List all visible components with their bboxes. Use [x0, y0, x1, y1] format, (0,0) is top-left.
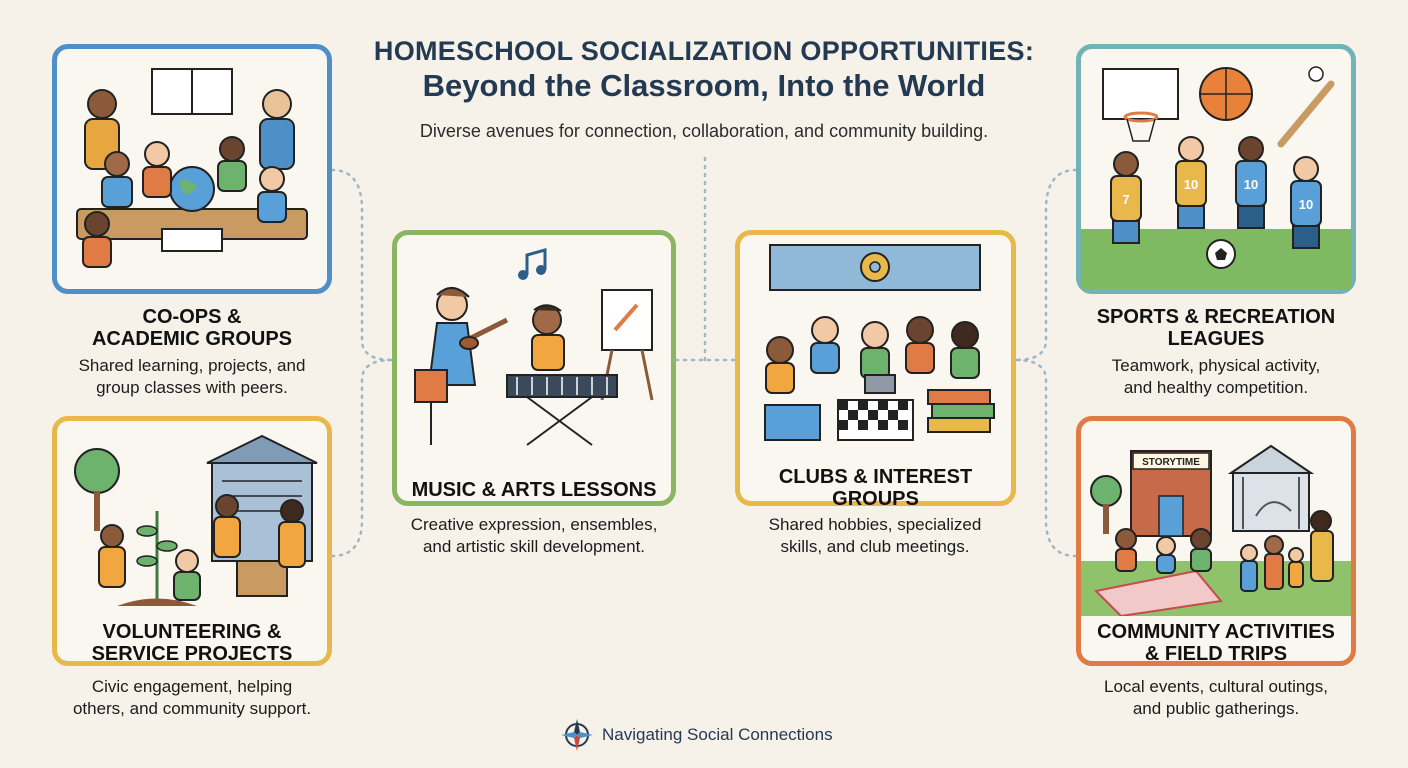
baseball-bat-icon [1281, 84, 1331, 144]
jersey-number: 10 [1183, 177, 1199, 192]
jersey-number: 7 [1122, 192, 1130, 207]
clubs-desc-line1: Shared hobbies, specialized [768, 515, 982, 534]
volunteering-desc-line1: Civic engagement, helping [91, 677, 293, 696]
coops-heading-line2: ACADEMIC GROUPS [91, 328, 292, 351]
volunteering-description [42, 676, 342, 720]
music-card [392, 230, 676, 506]
page-title [300, 36, 1108, 104]
music-stand-icon [415, 370, 447, 402]
clubs-heading [735, 466, 1016, 511]
community-description [1066, 676, 1366, 720]
volunteering-illustration [57, 421, 327, 611]
coops-desc-line2: group classes with peers. [96, 378, 288, 398]
sports-desc-line2: and healthy competition. [1123, 378, 1309, 398]
sports-description [1066, 355, 1366, 399]
coops-card [52, 44, 332, 294]
jersey-number: 10 [1298, 197, 1314, 212]
clubs-heading-line2: GROUPS [832, 488, 919, 511]
clubs-description [725, 514, 1025, 558]
coops-heading-line1: CO-OPS & [142, 306, 242, 328]
music-desc-line1: Creative expression, ensembles, [410, 515, 658, 534]
baseball-icon [1309, 67, 1323, 81]
footer [560, 718, 860, 752]
volunteering-desc-line2: others, and community support. [72, 699, 312, 719]
storytime-sign: STORYTIME [1142, 457, 1200, 468]
sports-desc-line1: Teamwork, physical activity, [1111, 356, 1321, 375]
music-description [384, 514, 684, 558]
community-desc-line1: Local events, cultural outings, [1104, 677, 1328, 696]
music-heading: MUSIC & ARTS LESSONS [411, 479, 657, 501]
compass-icon [560, 718, 594, 752]
basketball-hoop-icon [1103, 69, 1178, 119]
title-line-2: Beyond the Classroom, Into the World [422, 67, 986, 103]
footer-text: Navigating Social Connections [602, 725, 833, 744]
museum-icon [1231, 446, 1311, 473]
toolbox-icon [765, 405, 820, 440]
volunteering-heading-line1: VOLUNTEERING & [102, 621, 282, 643]
canvas-easel-icon [602, 290, 652, 350]
box-icon [237, 561, 287, 596]
connector-sports-clubs [1016, 170, 1076, 360]
clubs-desc-line2: skills, and club meetings. [780, 537, 970, 557]
music-illustration [397, 235, 671, 455]
volunteering-heading [52, 621, 332, 666]
clubs-illustration [740, 235, 1011, 455]
tree-icon [75, 449, 119, 493]
clubs-heading-line1: CLUBS & INTEREST [778, 466, 973, 488]
sports-illustration [1081, 49, 1351, 289]
title-line-1: HOMESCHOOL SOCIALIZATION OPPORTUNITIES: [373, 36, 1035, 66]
community-desc-line2: and public gatherings. [1132, 699, 1300, 719]
music-desc-line2: and artistic skill development. [422, 537, 646, 557]
sports-card [1076, 44, 1356, 294]
laptop-icon [865, 375, 895, 393]
tree-icon [1091, 476, 1121, 506]
sports-heading [1076, 306, 1356, 351]
community-heading-line1: COMMUNITY ACTIVITIES [1097, 621, 1335, 643]
coops-illustration [57, 49, 327, 289]
volunteering-heading-line2: SERVICE PROJECTS [91, 643, 293, 666]
page-subtitle: Diverse avenues for connection, collaboration, and community building. [419, 121, 989, 141]
community-heading-line2: & FIELD TRIPS [1144, 643, 1288, 666]
jersey-number: 10 [1243, 177, 1259, 192]
coops-description [42, 355, 342, 399]
connector-coops-music [332, 170, 392, 360]
coops-desc-line1: Shared learning, projects, and [78, 356, 306, 375]
community-illustration [1081, 421, 1351, 616]
community-heading [1076, 621, 1356, 666]
sports-heading-line1: SPORTS & RECREATION [1096, 306, 1336, 328]
clubs-card [735, 230, 1016, 506]
sports-heading-line2: LEAGUES [1167, 328, 1265, 351]
coops-heading [52, 306, 332, 351]
board-games-icon [928, 390, 990, 404]
